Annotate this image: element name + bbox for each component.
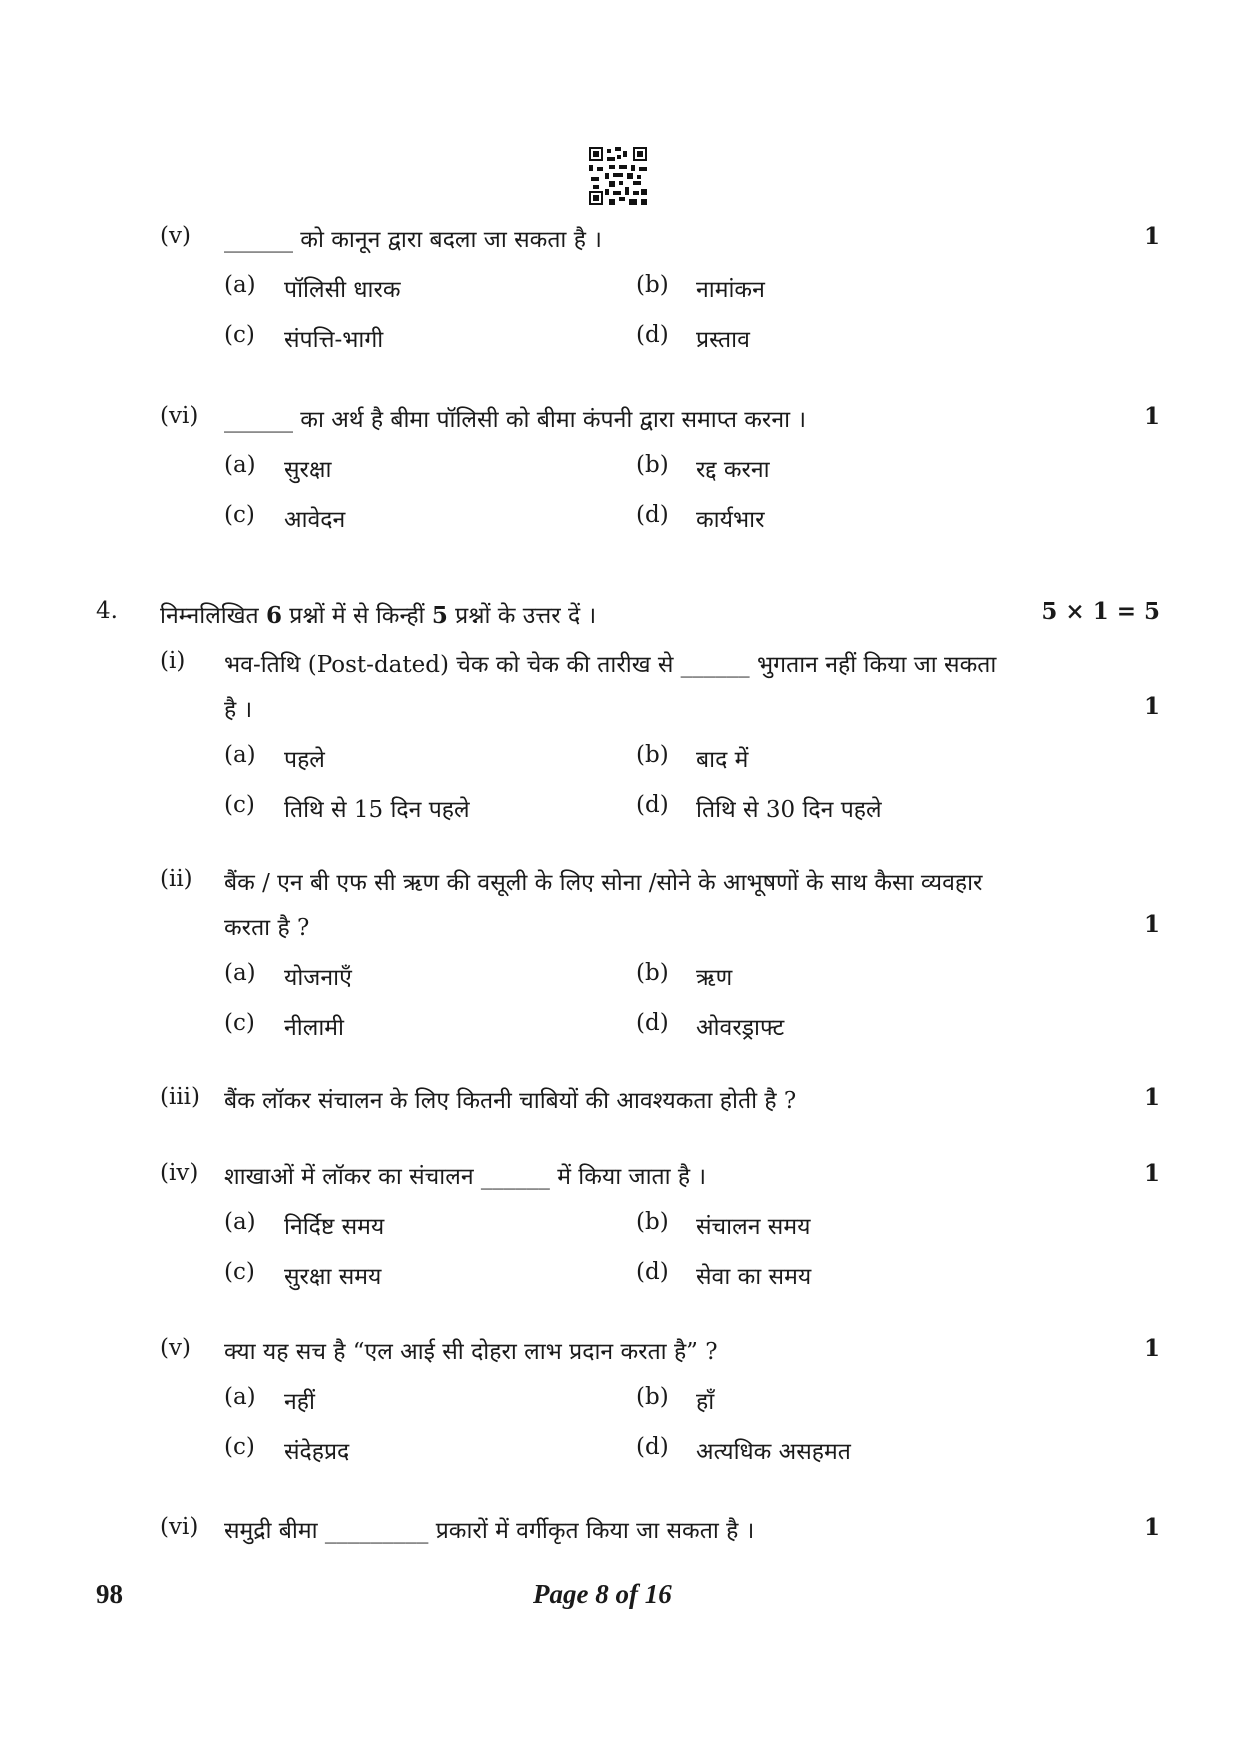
- question-marks: 1: [1143, 1514, 1160, 1541]
- option-label: (a): [224, 742, 256, 768]
- question-item: [160, 866, 1160, 946]
- option-text: निर्दिष्ट समय: [284, 1214, 385, 1240]
- option-text: हाँ: [696, 1389, 715, 1415]
- option-label: (d): [636, 1010, 669, 1036]
- question-text: बैंक लॉकर संचालन के लिए कितनी चाबियों की आवश्यकता होती है ?: [224, 1088, 797, 1114]
- option-label: (c): [224, 502, 255, 528]
- question-text-cont: करता है ?: [224, 915, 310, 941]
- option-text: सेवा का समय: [696, 1264, 812, 1290]
- question-item: [160, 1514, 1160, 1554]
- question-text: समुद्री बीमा _________ प्रकारों में वर्गीकृत किया जा सकता है ।: [224, 1518, 755, 1544]
- question-number: (i): [160, 648, 186, 674]
- option-text: बाद में: [696, 747, 749, 773]
- option-text: अत्यधिक असहमत: [696, 1439, 851, 1465]
- option-text: नीलामी: [284, 1015, 344, 1041]
- option-label: (d): [636, 502, 669, 528]
- question-item: [160, 1084, 1160, 1124]
- option-label: (d): [636, 322, 669, 348]
- option-label: (d): [636, 1434, 669, 1460]
- option-label: (a): [224, 452, 256, 478]
- option-text: पॉलिसी धारक: [284, 277, 401, 303]
- question-text: शाखाओं में लॉकर का संचालन ______ में किया जाता है ।: [224, 1164, 707, 1190]
- question-text: क्या यह सच है “एल आई सी दोहरा लाभ प्रदान करता है” ?: [224, 1339, 718, 1365]
- option-text: तिथि से 30 दिन पहले: [696, 797, 882, 823]
- option-label: (b): [636, 1384, 669, 1410]
- option-text: प्रस्ताव: [696, 327, 750, 353]
- option-text: ओवरड्राफ्ट: [696, 1015, 785, 1041]
- question-item: [160, 403, 1160, 443]
- page-number: Page 8 of 16: [533, 1579, 672, 1609]
- option-label: (d): [636, 792, 669, 818]
- option-text: सुरक्षा: [284, 457, 332, 483]
- option-text: नामांकन: [696, 277, 765, 303]
- question-text: ______ को कानून द्वारा बदला जा सकता है ।: [224, 227, 602, 253]
- option-label: (a): [224, 960, 256, 986]
- option-label: (c): [224, 792, 255, 818]
- question-text: बैंक / एन बी एफ सी ऋण की वसूली के लिए सोना /सोने के आभूषणों के साथ कैसा व्यवहार: [224, 870, 983, 896]
- question-marks: 1: [1143, 1335, 1160, 1362]
- option-label: (b): [636, 452, 669, 478]
- question-marks: 1: [1143, 1160, 1160, 1187]
- option-text: नहीं: [284, 1389, 315, 1415]
- question-item: [160, 1160, 1160, 1200]
- option-label: (c): [224, 1259, 255, 1285]
- question-text-cont: है ।: [224, 697, 253, 723]
- option-label: (c): [224, 322, 255, 348]
- question-number: (v): [160, 223, 191, 249]
- question-marks: 1: [1143, 1084, 1160, 1111]
- question-item: [160, 1335, 1160, 1375]
- option-label: (b): [636, 1209, 669, 1235]
- question-marks: 1: [1143, 693, 1160, 720]
- option-label: (d): [636, 1259, 669, 1285]
- question-instruction: निम्नलिखित 6 प्रश्नों में से किन्हीं 5 प्रश्नों के उत्तर दें ।: [160, 602, 597, 629]
- option-text: तिथि से 15 दिन पहले: [284, 797, 470, 823]
- option-label: (a): [224, 272, 256, 298]
- option-text: संपत्ति-भागी: [284, 327, 384, 353]
- question-item: [160, 223, 1160, 263]
- question-item: [160, 648, 1160, 728]
- option-label: (b): [636, 960, 669, 986]
- option-text: योजनाएँ: [284, 965, 352, 991]
- qr-code: [589, 146, 647, 206]
- option-text: ऋण: [696, 965, 733, 991]
- question-text: भव-तिथि (Post-dated) चेक को चेक की तारीख से ______ भुगतान नहीं किया जा सकता: [224, 652, 997, 678]
- option-label: (c): [224, 1010, 255, 1036]
- option-text: सुरक्षा समय: [284, 1264, 382, 1290]
- option-label: (b): [636, 742, 669, 768]
- question-text: ______ का अर्थ है बीमा पॉलिसी को बीमा कंपनी द्वारा समाप्त करना ।: [224, 407, 807, 433]
- question-number: (iii): [160, 1084, 201, 1110]
- option-label: (b): [636, 272, 669, 298]
- option-text: आवेदन: [284, 507, 346, 533]
- option-text: पहले: [284, 747, 325, 773]
- paper-code: 98: [96, 1579, 123, 1609]
- question-marks: 1: [1143, 403, 1160, 430]
- question-number: (ii): [160, 866, 193, 892]
- question-marks: 1: [1143, 911, 1160, 938]
- option-text: संदेहप्रद: [284, 1439, 350, 1465]
- question-number: (vi): [160, 403, 199, 429]
- question-4-header: [96, 598, 1160, 638]
- question-number: 4.: [96, 598, 118, 624]
- option-label: (a): [224, 1209, 256, 1235]
- question-number: (iv): [160, 1160, 199, 1186]
- option-label: (a): [224, 1384, 256, 1410]
- question-number: (vi): [160, 1514, 199, 1540]
- option-text: कार्यभार: [696, 507, 765, 533]
- option-text: संचालन समय: [696, 1214, 811, 1240]
- question-marks: 5 × 1 = 5: [1041, 598, 1160, 625]
- question-number: (v): [160, 1335, 191, 1361]
- option-text: रद्द करना: [696, 457, 770, 483]
- option-label: (c): [224, 1434, 255, 1460]
- question-marks: 1: [1143, 223, 1160, 250]
